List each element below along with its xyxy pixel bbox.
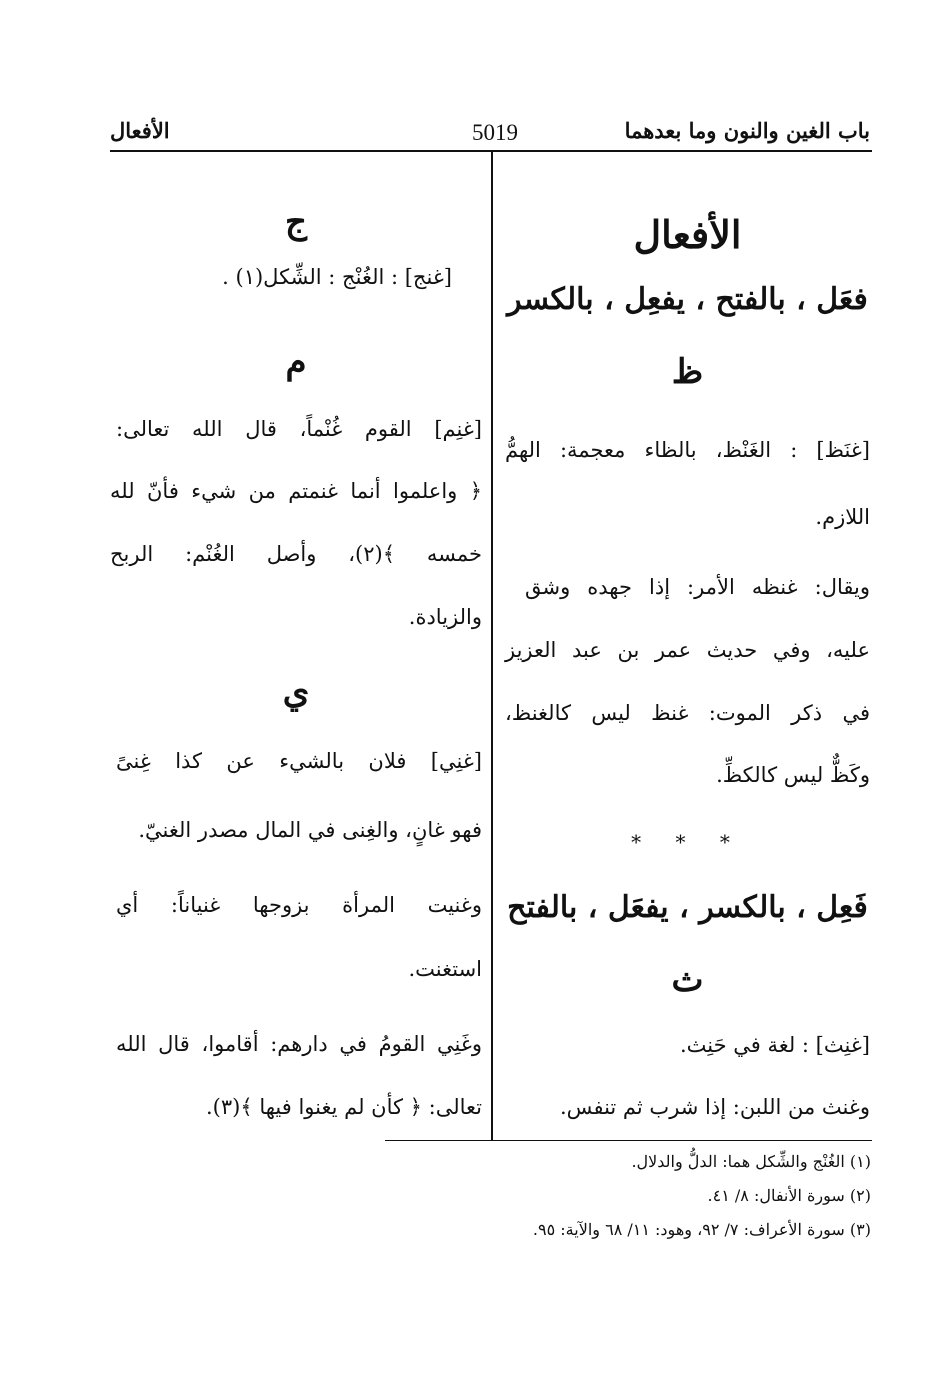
column-divider (491, 152, 493, 1140)
entry-ghanim-line4: والزيادة. (408, 605, 482, 629)
entry-yuqal-line1: ويقال: غنظه الأمر: إذا جهده وشق (525, 575, 870, 599)
letter-heading-zha: ظ (671, 352, 704, 392)
entry-yuqal-line3: في ذكر الموت: غنظ ليس كالغنظ، (505, 701, 870, 725)
page-number: 5019 (472, 120, 518, 145)
entry-ghanaza-line2: اللازم. (815, 505, 870, 529)
entry-ghanatha-line1: وغنث من اللبن: إذا شرب ثم تنفس. (560, 1095, 870, 1119)
footnote-2: (٢) سورة الأنفال: ٨/ ٤١. (707, 1186, 871, 1205)
entry-ghaniya-qawm-line2: تعالى: ﴿ كأن لم يغنوا فيها ﴾(٣). (205, 1095, 482, 1119)
entry-yuqal-line2: عليه، وفي حديث عمر بن عبد العزيز (505, 638, 870, 662)
letter-heading-mim: م (285, 342, 307, 382)
section-title: الأفعال (110, 118, 170, 143)
entry-ghanitha-line1: [غنِث] : لغة في حَنِث. (679, 1033, 870, 1057)
entry-ghanim-line3: خمسه ﴾(٢)، وأصل الغُنْم: الربح (110, 542, 482, 566)
entry-ghanim-line2: ﴿ واعلموا أنما غنمتم من شيء فأنّ لله (110, 479, 482, 503)
letter-heading-tha: ث (671, 960, 704, 1000)
chapter-title: باب الغين والنون وما بعدهما (624, 118, 870, 143)
footnote-3: (٣) سورة الأعراف: ٧/ ٩٢، وهود: ١١/ ٦٨ والآية: ٩٥. (532, 1220, 871, 1239)
section-separator-stars: * * * (631, 830, 744, 854)
section-heading-1: فعَل ، بالفتح ، يفعِل ، بالكسر (507, 282, 868, 317)
entry-ghunj-line1: [غنج] : الغُنْج : الشِّكل(١) . (222, 265, 452, 289)
entry-ghanaza-line1: [غنَظ] : الغَنْظ، بالظاء معجمة: الهمُّ (505, 438, 870, 462)
entry-yuqal-line4: وكَظٌّ ليس كالكظِّ. (716, 763, 870, 787)
footnote-1: (١) الغُنْج والشِّكل هما: الدلُّ والدلال. (631, 1152, 871, 1171)
entry-ghaniya-qawm-line1: وغَنِي القومُ في دارهم: أقاموا، قال الله (116, 1032, 482, 1056)
entry-ghanim-line1: [غنِم] القوم غُنْماً، قال الله تعالى: (116, 417, 482, 441)
entry-ghaniyat-line1: وغنيت المرأة بزوجها غنياناً: أي (116, 893, 482, 917)
letter-heading-jim: ج (285, 202, 307, 242)
letter-heading-ya: ي (282, 672, 310, 712)
section-heading-2: فَعِل ، بالكسر ، يفعَل ، بالفتح (507, 890, 868, 925)
entry-ghaniya-line2: فهو غانٍ، والغِنى في المال مصدر الغنيّ. (138, 818, 482, 842)
entry-ghaniyat-line2: استغنت. (408, 957, 482, 981)
entry-ghaniya-line1: [غنِي] فلان بالشيء عن كذا غِنىً (116, 749, 482, 773)
running-header (110, 112, 870, 152)
footnote-rule (385, 1140, 872, 1141)
main-heading: الأفعال (633, 212, 742, 257)
